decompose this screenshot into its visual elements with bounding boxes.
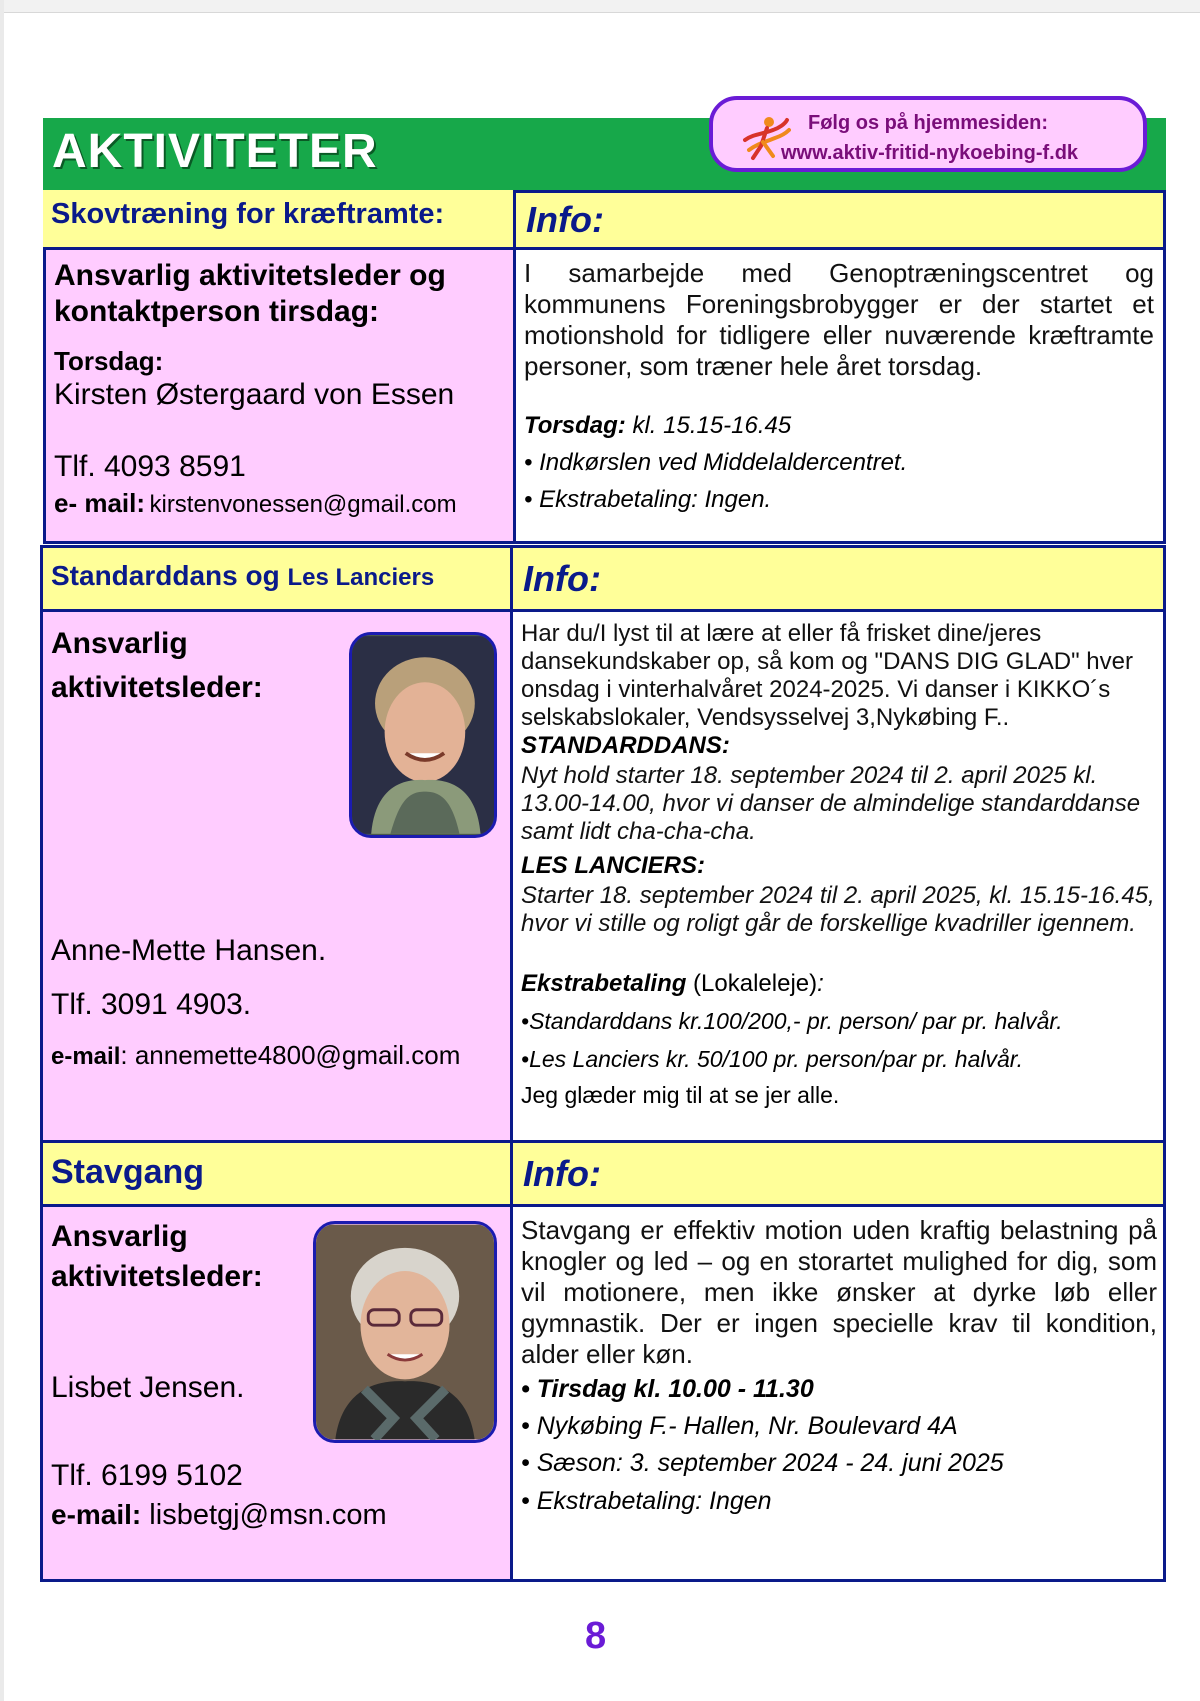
section2-lanciers-heading: LES LANCIERS: [521, 852, 706, 879]
section3-email-line [51, 1499, 387, 1532]
section3-phone: Tlf. 6199 5102 [51, 1459, 243, 1492]
section3-title: Stavgang [51, 1153, 205, 1191]
section3-description: Stavgang er effektiv motion uden kraftig belastning på knogler og led – og en storartet mulighed for dig, som vil motionere, men ikke ønsker at dyrke løb eller gymnastik. Der er ingen specielle krav til kondition, alder eller køn. [521, 1215, 1157, 1369]
website-badge[interactable] [709, 96, 1147, 172]
section1-title: Skovtræning for kræftramte: [51, 198, 445, 230]
section2-info-cell [510, 609, 1166, 1143]
section2-closing: Jeg glæder mig til at se jer alle. [521, 1082, 840, 1108]
portrait-icon [316, 1224, 494, 1440]
section3-bullet-2-text: Nykøbing F.- Hallen, Nr. Boulevard 4A [536, 1412, 958, 1440]
section2-info-title: Info: [523, 558, 601, 599]
section3-leader-heading-1: Ansvarlig [51, 1220, 188, 1253]
section2-info-title-cell [510, 545, 1166, 612]
section1-description: I samarbejde med Genoptræningscentret og kommunens Foreningsbrobygger er der startet et motionshold for tidligere eller nuværende kræftramte personer, som træner hele året torsdag. [524, 258, 1154, 381]
section2-lanciers-text: Starter 18. september 2024 til 2. april 2025, kl. 15.15-16.45, hvor vi stille og roligt går de forskellige kvadriller igennem. [521, 882, 1155, 937]
section2-extra-paren: (Lokaleleje) [686, 970, 818, 997]
section2-title [51, 560, 434, 592]
section1-phone: Tlf. 4093 8591 [54, 450, 246, 483]
section3-bullet-4: • Ekstrabetaling: Ingen [521, 1487, 772, 1515]
section1-info-cell [513, 247, 1166, 544]
section1-time-label: Torsdag: [524, 412, 626, 439]
section1-leader-name: Kirsten Østergaard von Essen [54, 378, 455, 411]
section1-leader-heading: Ansvarlig aktivitetsleder og kontaktperson tirsdag: [54, 259, 446, 328]
section1-bullet-1-text: Indkørslen ved Middelaldercentret. [539, 449, 908, 476]
section3-info-cell [510, 1204, 1166, 1582]
section3-bullet-3: • Sæson: 3. september 2024 - 24. juni 2025 [521, 1449, 1004, 1477]
section1-leader-cell [43, 247, 516, 544]
section2-extra-label: Ekstrabetaling [521, 970, 687, 997]
section3-info-title: Info: [523, 1153, 601, 1194]
section3-bullet-2: • Nykøbing F.- Hallen, Nr. Boulevard 4A [521, 1412, 958, 1440]
section2-bullet-2: •Les Lanciers kr. 50/100 pr. person/par pr. halvår. [521, 1046, 1023, 1072]
lisbet-photo [313, 1221, 497, 1443]
section3-bullet-1-text: Tirsdag kl. 10.00 - 11.30 [536, 1375, 814, 1403]
section1-time: kl. 15.15-16.45 [625, 412, 792, 439]
section2-leader-cell [40, 609, 513, 1143]
section2-title-b: Les Lanciers [287, 564, 435, 591]
section2-intro: Har du/I lyst til at lære at eller få frisket dine/jeres dansekundskaber op, så kom og "DANS DIG GLAD" hver onsdag i vinterhalvåret 2024-2025. Vi danser i KIKKO´s selskabslokaler, Vendsysselvej 3,Nykøbing F.. [521, 620, 1133, 731]
page-left-edge [0, 0, 4, 1701]
section1-title-cell [43, 190, 516, 250]
portrait-icon [352, 635, 494, 835]
section3-bullet-1: • Tirsdag kl. 10.00 - 11.30 [521, 1375, 814, 1403]
section3-leader-cell [40, 1204, 513, 1582]
website-url-link[interactable]: www.aktiv-fritid-nykoebing-f.dk [781, 142, 1079, 164]
section2-bullet-1: •Standarddans kr.100/200,- pr. person/ par pr. halvår. [521, 1008, 1063, 1034]
section3-email-label: e-mail: [51, 1499, 142, 1530]
section1-info-title: Info: [526, 199, 604, 240]
section2-standard-heading: STANDARDDANS: [521, 732, 730, 759]
section1-bullet-2: • Ekstrabetaling: Ingen. [524, 486, 772, 513]
section1-email-label: e- mail: [54, 488, 146, 518]
section3-leader-name: Lisbet Jensen. [51, 1371, 245, 1404]
section2-standard-text: Nyt hold starter 18. september 2024 til 2. april 2025 kl. 13.00-14.00, hvor vi danser de almindelige standarddanse samt lidt cha-cha-cha. [521, 762, 1141, 845]
section1-day-label: Torsdag: [54, 346, 164, 376]
section3-info-title-cell [510, 1140, 1166, 1207]
section2-phone: Tlf. 3091 4903. [51, 988, 252, 1021]
section1-info-title-cell [513, 190, 1166, 250]
section1-bullet-1: • Indkørslen ved Middelaldercentret. [524, 449, 908, 476]
section2-leader-name: Anne-Mette Hansen. [51, 934, 327, 967]
section1-email-line [54, 488, 457, 519]
page-title: AKTIVITETER [52, 125, 378, 178]
section2-extra-colon: : [817, 970, 824, 997]
page-number: 8 [585, 1615, 607, 1657]
section3-bullet-4-text: Ekstrabetaling: Ingen [536, 1487, 772, 1515]
section1-email[interactable]: kirstenvonessen@gmail.com [149, 491, 457, 518]
section3-leader-heading-2: aktivitetsleder: [51, 1260, 263, 1293]
section2-email-line [51, 1040, 460, 1071]
section3-bullet-3-text: Sæson: 3. september 2024 - 24. juni 2025 [536, 1449, 1004, 1477]
section2-extra-line [521, 970, 824, 998]
section3-title-cell [40, 1140, 513, 1207]
section2-title-a: Standarddans og [51, 560, 288, 591]
section1-bullet-2-text: Ekstrabetaling: Ingen. [539, 486, 772, 513]
section2-bullet-1-text: Standarddans kr.100/200,- pr. person/ par pr. halvår. [529, 1008, 1063, 1034]
section2-email-label: e-mail [51, 1043, 121, 1070]
page-top-edge [0, 0, 1200, 13]
section2-title-cell [40, 545, 513, 612]
section2-email[interactable]: : annemette4800@gmail.com [120, 1040, 461, 1070]
anne-mette-photo [349, 632, 497, 838]
section2-leader-heading-2: aktivitetsleder: [51, 671, 263, 704]
section2-leader-heading-1: Ansvarlig [51, 627, 188, 660]
website-label: Følg os på hjemmesiden: [808, 112, 1049, 134]
section2-bullet-2-text: Les Lanciers kr. 50/100 pr. person/par pr. halvår. [529, 1046, 1023, 1072]
section1-time-line [524, 412, 791, 440]
section3-email[interactable]: lisbetgj@msn.com [141, 1499, 387, 1531]
